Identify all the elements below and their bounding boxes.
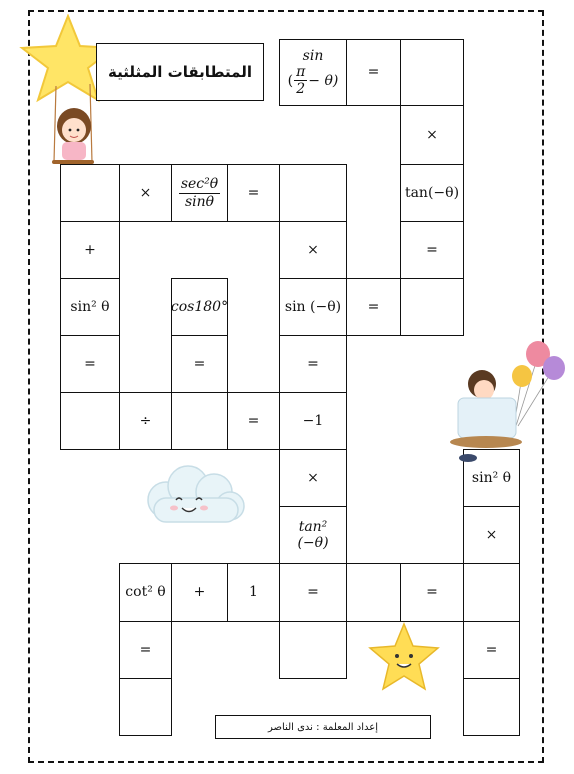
minus-theta: − θ) (308, 72, 339, 89)
cell-equals: = (60, 335, 120, 393)
cell-equals: = (346, 39, 401, 106)
cell-times: × (279, 449, 347, 507)
cell-equals: = (171, 335, 228, 393)
cell-answer[interactable] (119, 678, 172, 736)
smiling-star-illustration (368, 622, 440, 692)
cell-equals: = (400, 563, 464, 622)
cell-answer[interactable] (346, 563, 401, 622)
cell-plus: + (60, 221, 120, 279)
cell-minus-one: −1 (279, 392, 347, 450)
two-denominator: 2 (296, 81, 306, 98)
cell-times: × (119, 164, 172, 222)
cell-tan-neg-theta: tan(−θ) (400, 164, 464, 222)
cell-plus: + (171, 563, 228, 622)
cell-answer[interactable] (463, 563, 520, 622)
cell-times: × (400, 105, 464, 165)
cell-answer[interactable] (60, 392, 120, 450)
cell-equals: = (119, 621, 172, 679)
cell-one: 1 (227, 563, 280, 622)
sec-squared: sec²θ (180, 176, 219, 193)
cell-answer[interactable] (463, 678, 520, 736)
cell-equals: = (279, 335, 347, 393)
cell-sin-pi-over-2 (279, 39, 347, 106)
cell-answer[interactable] (60, 164, 120, 222)
cell-cot-squared: cot² θ (119, 563, 172, 622)
cell-equals: = (279, 563, 347, 622)
cell-answer[interactable] (279, 621, 347, 679)
cell-equals: = (346, 278, 401, 336)
cell-times: × (279, 221, 347, 279)
cell-answer[interactable] (400, 278, 464, 336)
cell-equals: = (463, 621, 520, 679)
sin-theta: sinθ (184, 193, 215, 210)
cell-sec2-over-sin (171, 164, 228, 222)
boy-balloons-illustration (446, 340, 570, 468)
cell-answer[interactable] (279, 164, 347, 222)
cell-times: × (463, 506, 520, 564)
cloud-illustration (140, 462, 250, 532)
sin-label: sin (302, 47, 324, 64)
worksheet-title: المتطابقات المثلثية (96, 43, 264, 101)
cell-sin-squared: sin² θ (60, 278, 120, 336)
cell-cos180: cos180° (171, 278, 228, 336)
cell-equals: = (227, 164, 280, 222)
cell-sin-squared: sin² θ (463, 449, 520, 507)
cell-answer[interactable] (400, 39, 464, 106)
open-paren: ( (287, 72, 294, 89)
teacher-credit: إعداد المعلمة : ندى الناصر (215, 715, 431, 739)
cell-equals: = (400, 221, 464, 279)
cell-equals: = (227, 392, 280, 450)
cell-divide: ÷ (119, 392, 172, 450)
cell-answer[interactable] (171, 392, 228, 450)
pi-symbol: π (296, 63, 306, 80)
cell-sin-neg-theta: sin (−θ) (279, 278, 347, 336)
cell-tan-squared-neg-theta: tan² (−θ) (279, 506, 347, 564)
